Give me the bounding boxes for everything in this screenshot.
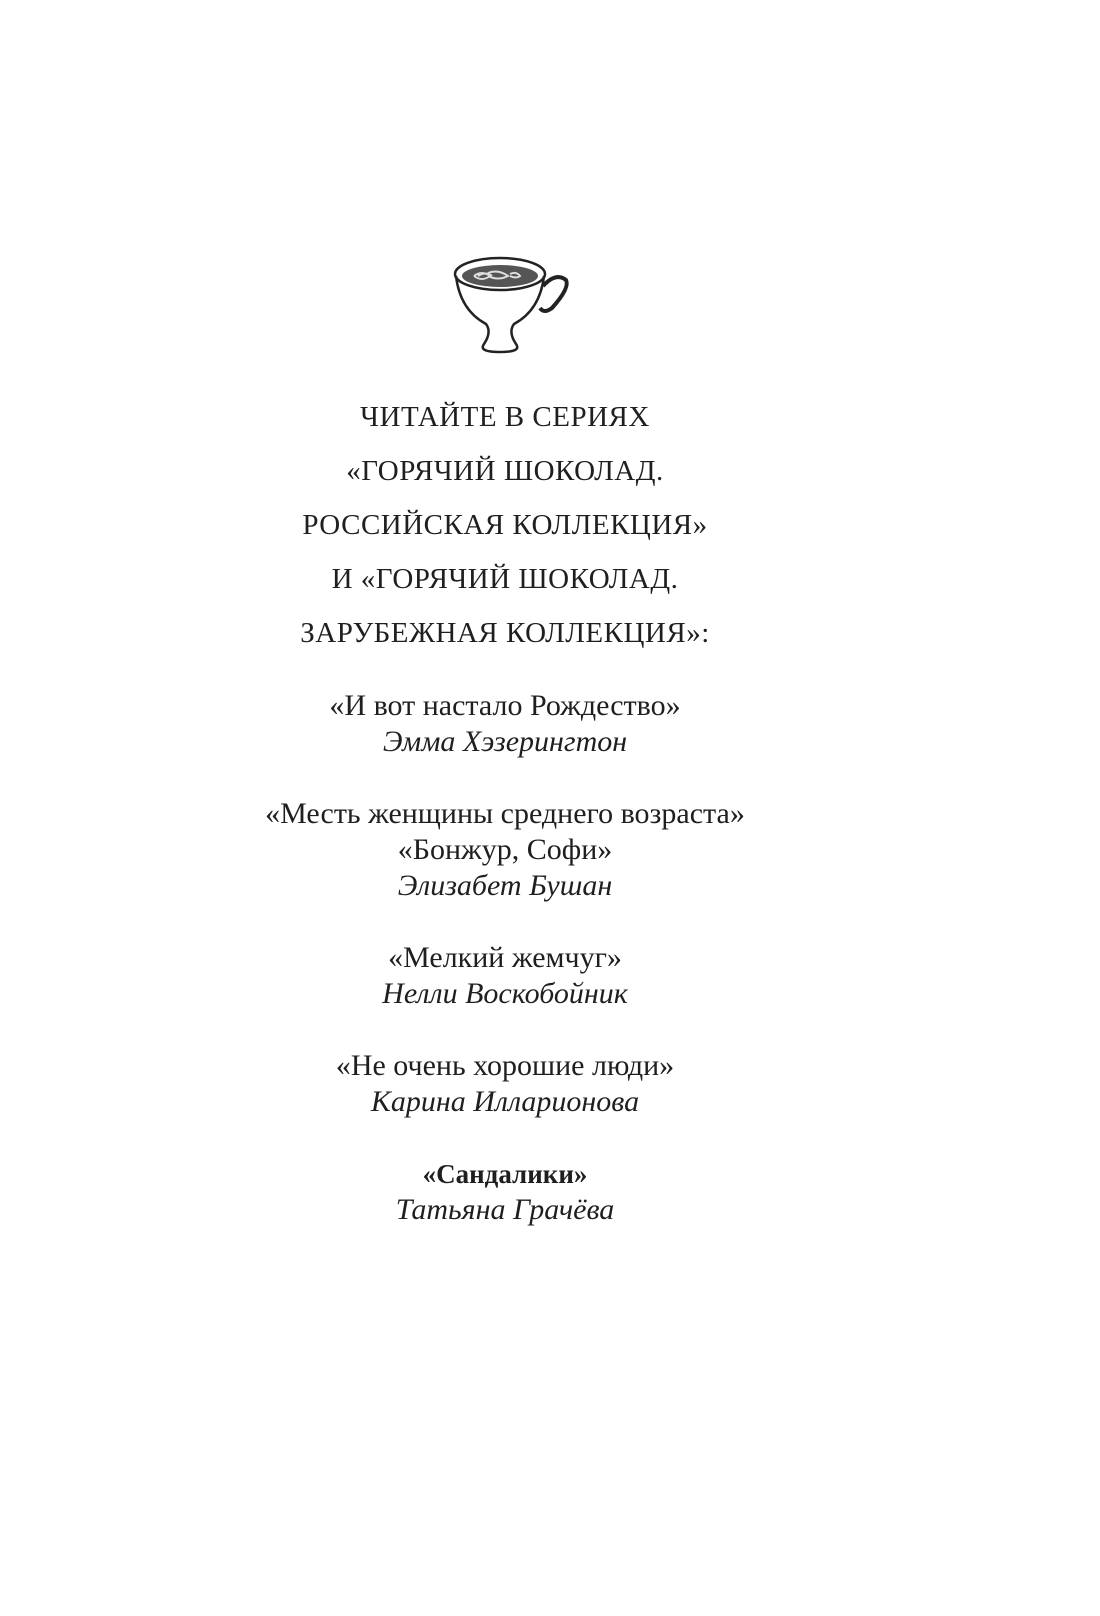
book-title: «Бонжур, Софи» [397,833,613,866]
heading-line: И «ГОРЯЧИЙ ШОКОЛАД. [331,563,679,595]
book-author: Татьяна Грачёва [395,1193,615,1226]
series-heading [0,390,1010,660]
coffee-cup-icon [448,252,578,362]
book-author: Нелли Воскобойник [382,977,628,1010]
book-title: «Не очень хорошие люди» [335,1049,675,1082]
book-entry [0,1048,1010,1120]
book-entry [0,796,1010,904]
book-title: «Мелкий жемчуг» [388,941,622,974]
book-title: «И вот настало Рождество» [329,689,681,722]
book-title: «Сандалики» [422,1159,588,1189]
book-list [0,688,1010,1264]
book-author: Элизабет Бушан [397,869,613,902]
heading-line: ЧИТАЙТЕ В СЕРИЯХ [360,401,650,433]
book-entry [0,688,1010,760]
book-entry [0,940,1010,1012]
heading-line: РОССИЙСКАЯ КОЛЛЕКЦИЯ» [302,509,708,541]
book-entry [0,1156,1010,1228]
book-author: Карина Илларионова [370,1085,640,1118]
book-author: Эмма Хэзерингтон [382,725,628,758]
heading-line: «ГОРЯЧИЙ ШОКОЛАД. [346,455,664,487]
book-title: «Месть женщины среднего возраста» [265,797,745,830]
heading-line: ЗАРУБЕЖНАЯ КОЛЛЕКЦИЯ»: [300,617,710,649]
